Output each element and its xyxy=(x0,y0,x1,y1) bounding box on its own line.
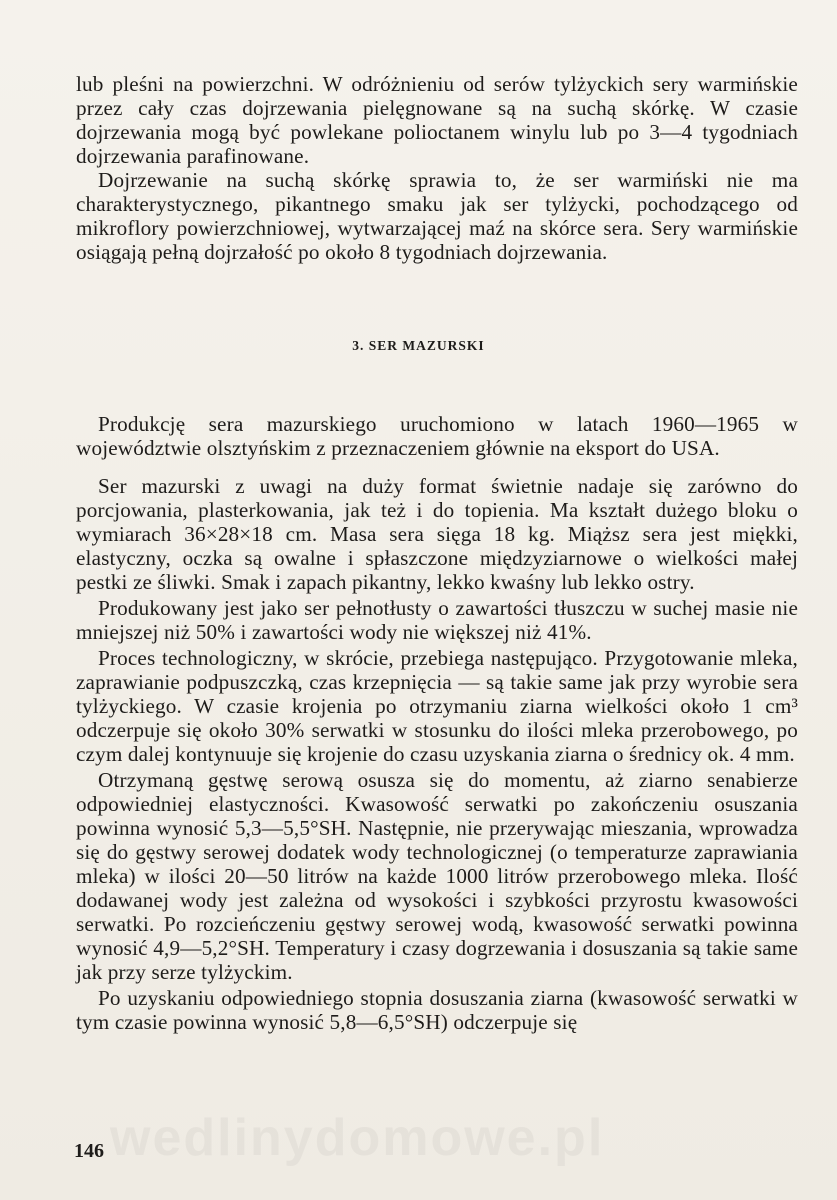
section-paragraph-2: Ser mazurski z uwagi na duży format świetnie nadaje się zarówno do porcjowania, plasterkowania, jak też i do topienia. Ma kształt dużego bloku o wymiarach 36×28×18 cm. Masa sera sięga 18 kg. Miąższ sera jest miękki, elastyczny, oczka są owalne i spłaszczone międzyziarnowe o wielkości małej pestki ze śliwki. Smak i zapach pikantny, lekko kwaśny lub lekko ostry. xyxy=(76,474,798,594)
section-paragraph-1: Produkcję sera mazurskiego uruchomiono w latach 1960—1965 w województwie olsztyńskim z przeznaczeniem głównie na eksport do USA. xyxy=(76,412,798,460)
intro-text xyxy=(76,72,798,264)
section-paragraph-4: Proces technologiczny, w skrócie, przebiega następująco. Przygotowanie mleka, zaprawianie podpuszczką, czas krzepnięcia — są takie same jak przy wyrobie sera tylżyckiego. W czasie krojenia po otrzymaniu ziarna wielkości około 1 cm³ odczerpuje się około 30% serwatki w stosunku do ilości mleka przerobowego, po czym dalej kontynuuje się krojenie do czasu uzyskania ziarna o średnicy ok. 4 mm. xyxy=(76,646,798,766)
section-body xyxy=(76,412,798,1034)
watermark: wedlinydomowe.pl xyxy=(110,1109,605,1167)
page-number: 146 xyxy=(74,1140,104,1162)
intro-paragraph-1: lub pleśni na powierzchni. W odróżnieniu od serów tylżyckich sery warmińskie przez cały czas dojrzewania pielęgnowane są na suchą skórkę. W czasie dojrzewania mogą być powlekane polioctanem winylu lub po 3—4 tygodniach dojrzewania parafinowane. xyxy=(76,72,798,168)
section-paragraph-6: Po uzyskaniu odpowiedniego stopnia dosuszania ziarna (kwasowość serwatki w tym czasie powinna wynosić 5,8—6,5°SH) odczerpuje się xyxy=(76,986,798,1034)
section-heading: 3. SER MAZURSKI xyxy=(352,338,485,353)
section-paragraph-5: Otrzymaną gęstwę serową osusza się do momentu, aż ziarno senabierze odpowiedniej elastyczności. Kwasowość serwatki po zakończeniu osuszania powinna wynosić 5,3—5,5°SH. Następnie, nie przerywając mieszania, wprowadza się do gęstwy serowej dodatek wody technologicznej (o temperaturze zaprawiania mleka) w ilości 20—50 litrów na każde 1000 litrów przerobowego mleka. Ilość dodawanej wody jest zależna od wysokości i szybkości przyrostu kwasowości serwatki. Po rozcieńczeniu gęstwy serowej wodą, kwasowość serwatki powinna wynosić 4,9—5,2°SH. Temperatury i czasy dogrzewania i dosuszania są takie same jak przy serze tylżyckim. xyxy=(76,768,798,984)
intro-paragraph-2: Dojrzewanie na suchą skórkę sprawia to, że ser warmiński nie ma charakterystycznego, pikantnego smaku jak ser tylżycki, pochodzącego od mikroflory powierzchniowej, wytwarzającej maź na skórce sera. Sery warmińskie osiągają pełną dojrzałość po około 8 tygodniach dojrzewania. xyxy=(76,168,798,264)
section-paragraph-3: Produkowany jest jako ser pełnotłusty o zawartości tłuszczu w suchej masie nie mniejszej niż 50% i zawartości wody nie większej niż 41%. xyxy=(76,596,798,644)
